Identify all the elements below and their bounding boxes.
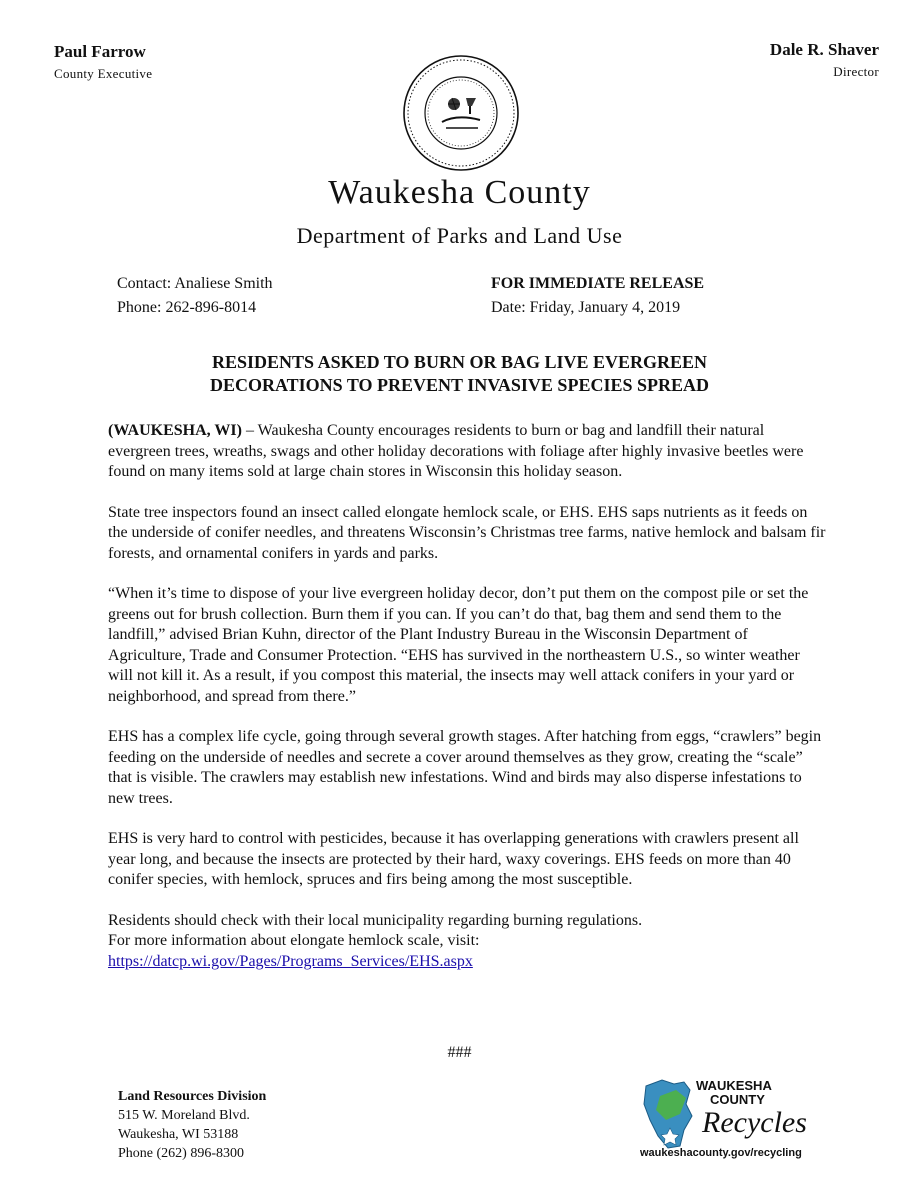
press-release-body xyxy=(108,421,828,972)
end-mark: ### xyxy=(447,1044,472,1061)
paragraph-6-line-1: Residents should check with their local municipality regarding burning regulations. xyxy=(108,911,643,929)
paragraph-6 xyxy=(108,911,828,973)
department-title: Department of Parks and Land Use xyxy=(296,223,623,248)
contact-name: Contact: Analiese Smith xyxy=(117,275,273,292)
paragraph-4: EHS has a complex life cycle, going through several growth stages. After hatching from eggs, “crawlers” begin feeding on the underside of needles and secrete a cover around themselves as they grow, creating the “scale” that is visible. The crawlers may establish new infestations. Wind and birds may also disperse infestations to new trees. xyxy=(108,728,822,807)
headline-line-2: DECORATIONS TO PREVENT INVASIVE SPECIES SPREAD xyxy=(210,375,709,395)
county-title: Waukesha County xyxy=(328,174,591,211)
paragraph-1 xyxy=(108,421,828,483)
county-recycles-logo xyxy=(640,1076,818,1160)
paragraph-2: State tree inspectors found an insect called elongate hemlock scale, or EHS. EHS saps nutrients as it feeds on the underside of conifer needles, and threatens Wisconsin’s Christmas tree farms, native hemlock and balsam fir forests, and ornamental conifers in yards and parks. xyxy=(108,503,826,562)
release-label: FOR IMMEDIATE RELEASE xyxy=(491,275,705,292)
county-seal-icon xyxy=(402,54,520,172)
logo-url: waukeshacounty.gov/recycling xyxy=(640,1147,802,1159)
logo-line-2: COUNTY xyxy=(710,1092,765,1107)
director-name: Dale R. Shaver xyxy=(769,40,879,59)
headline xyxy=(0,351,919,397)
contact-block xyxy=(117,272,273,320)
executive-name: Paul Farrow xyxy=(54,42,146,61)
division-address xyxy=(118,1087,266,1163)
logo-line-1: WAUKESHA xyxy=(696,1078,772,1093)
paragraph-5: EHS is very hard to control with pesticides, because it has overlapping generations with crawlers present all year long, and because the insects are protected by their hard, waxy coverings. EHS feeds on more than 40 conifer species, with hemlock, spruces and firs being among the most susceptible. xyxy=(108,830,799,888)
address-line-2: Waukesha, WI 53188 xyxy=(118,1127,239,1142)
headline-line-1: RESIDENTS ASKED TO BURN OR BAG LIVE EVERGREEN xyxy=(212,352,707,372)
ehs-info-link[interactable]: https://datcp.wi.gov/Pages/Programs_Services/EHS.aspx xyxy=(108,952,473,970)
logo-script: Recycles xyxy=(702,1106,807,1139)
contact-phone: Phone: 262-896-8014 xyxy=(117,299,257,316)
executive-title: County Executive xyxy=(54,66,153,81)
paragraph-6-line-2: For more information about elongate hemlock scale, visit: xyxy=(108,932,480,949)
director-title: Director xyxy=(833,64,879,79)
dateline: (WAUKESHA, WI) xyxy=(108,422,242,439)
division-name: Land Resources Division xyxy=(118,1089,267,1104)
paragraph-1-text: – Waukesha County encourages residents to burn or bag and landfill their natural evergreen trees, wreaths, swags and other holiday decorations with foliage after highly invasive beetles were found on many items sold at large chain stores in Wisconsin this holiday season. xyxy=(108,422,804,480)
division-phone: Phone (262) 896-8300 xyxy=(118,1146,244,1161)
paragraph-3: “When it’s time to dispose of your live evergreen holiday decor, don’t put them on the compost pile or set the greens out for brush collection. Burn them if you can. If you can’t do that, bag them and send them to the landfill,” advised Brian Kuhn, director of the Plant Industry Bureau in the Wisconsin Department of Agriculture, Trade and Consumer Protection. “EHS has survived in the northeastern U.S., so winter weather will not kill it. As a result, if you compost this material, the insects may well attack conifers in your yard or neighborhood, and spread from there.” xyxy=(108,585,809,705)
release-block xyxy=(491,272,704,320)
address-line-1: 515 W. Moreland Blvd. xyxy=(118,1108,250,1123)
release-date: Date: Friday, January 4, 2019 xyxy=(491,299,681,316)
